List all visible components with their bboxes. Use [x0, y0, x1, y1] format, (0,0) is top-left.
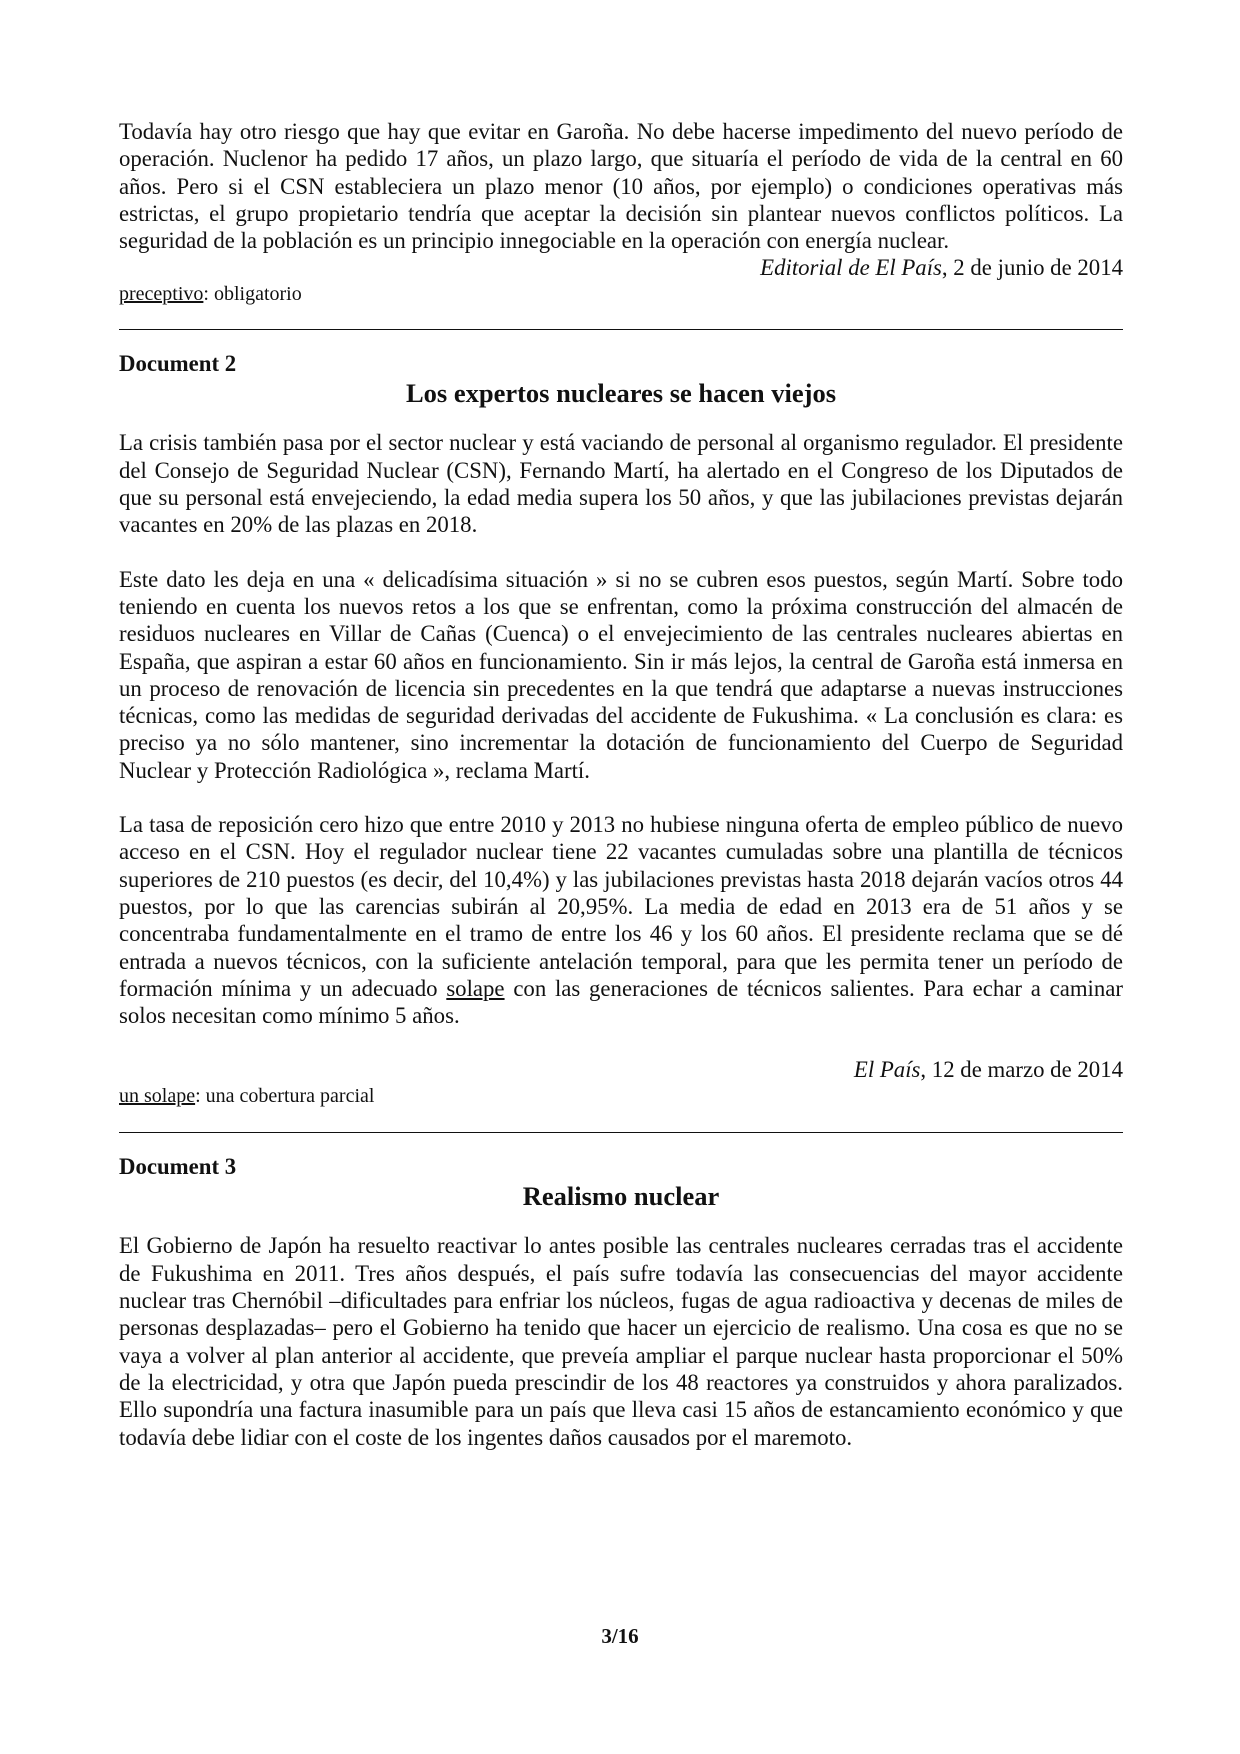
doc1-gloss-term: preceptivo	[119, 283, 204, 306]
doc2-gloss-term: un solape	[119, 1085, 196, 1108]
doc2-title: Los expertos nucleares se hacen viejos	[405, 378, 837, 409]
doc2-paragraph-1: La crisis también pasa por el sector nuclear y está vaciando de personal al organismo regulador. El presidente del Consejo de Seguridad Nuclear (CSN), Fernando Martí, ha alertado en el Congreso de los Diputados de que su personal está envejeciendo, la edad media supera los 50 años, y que las jubilaciones previstas dejarán vacantes en 20% de las plazas en 2018.	[119, 430, 1123, 538]
page-content	[119, 118, 1123, 1451]
doc2-gloss	[119, 1083, 1123, 1110]
doc3-paragraph-1: El Gobierno de Japón ha resuelto reactivar lo antes posible las centrales nucleares cerradas tras el accidente de Fukushima en 2011. Tres años después, el país sufre todavía las consecuencias del mayor accidente nuclear tras Chernóbil –dificultades para enfriar los núcleos, fugas de agua radioactiva y decenas de miles de personas desplazadas– pero el Gobierno ha tenido que hacer un ejercicio de realismo. Una cosa es que no se vaya a volver al plan anterior al accidente, que preveía ampliar el parque nuclear hasta proporcionar el 50% de la electricidad, y otra que Japón pueda prescindir de los 48 reactores ya construidos y ahora paralizados. Ello supondría una factura inasumible para un país que lleva casi 15 años de estancamiento económico y que todavía debe lidiar con el coste de los ingentes daños causados por el maremoto.	[119, 1233, 1123, 1450]
document-3	[119, 1153, 1123, 1450]
doc2-label: Document 2	[119, 351, 237, 377]
doc2-source-date: , 12 de marzo de 2014	[920, 1057, 1123, 1083]
doc2-paragraph-2: Este dato les deja en una « delicadísima situación » si no se cubren esos puestos, según Martí. Sobre todo teniendo en cuenta los nuevos retos a los que se enfrentan, como la próxima construcción del almacén de residuos nucleares en Villar de Cañas (Cuenca) o el envejecimiento de las centrales nucleares abiertas en España, que aspiran a estar 60 años en funcionamiento. Sin ir más lejos, la central de Garoña está inmersa en un proceso de renovación de licencia sin precedentes en la que tendrá que adaptarse a nuevas instrucciones técnicas, como las medidas de seguridad derivadas del accidente de Fukushima. « La conclusión es clara: es preciso ya no sólo mantener, sino incrementar la dotación de funcionamiento del Cuerpo de Seguridad Nuclear y Protección Radiológica », reclama Martí.	[119, 566, 1123, 783]
section-divider-1	[119, 329, 1123, 330]
doc2-paragraph-3-start: La tasa de reposición cero hizo que entre 2010 y 2013 no hubiese ninguna oferta de empleo público de nuevo acceso en el CSN. Hoy el regulador nuclear tiene 22 vacantes cumuladas sobre una plantilla de técnicos superiores de 210 puestos (es decir, del 10,4%) y las jubilaciones previstas hasta 2018 dejarán vacíos otros 44 puestos, por lo que las carencias subirán al 20,95%. La media de edad en 2013 era de 51 años y se concentraba fundamentalmente en el tramo de entre los 46 y los 60 años. El presidente reclama que se dé entrada a nuevos técnicos, con la suficiente antelación temporal, para que les permita tener un período de formación mínima y un adecuado	[119, 812, 1123, 1001]
doc2-paragraph-3-term: solape	[446, 975, 505, 1001]
doc1-paragraph: Todavía hay otro riesgo que hay que evitar en Garoña. No debe hacerse impedimento del nuevo período de operación. Nuclenor ha pedido 17 años, un plazo largo, que situaría el período de vida de la central en 60 años. Pero si el CSN estableciera un plazo menor (10 años, por ejemplo) o condiciones operativas más estrictas, el grupo propietario tendría que aceptar la decisión sin plantear nuevos conflictos políticos. La seguridad de la población es un principio innegociable en la operación con energía nuclear.	[119, 119, 1123, 254]
doc2-paragraph-3-end: con las generaciones de técnicos salientes. Para echar a caminar solos necesitan como mínimo 5 años.	[119, 975, 1123, 1029]
doc2-source-publication: El País	[853, 1057, 921, 1083]
document-1-excerpt	[119, 118, 1123, 308]
doc1-source-date: , 2 de junio de 2014	[941, 255, 1123, 281]
doc2-paragraph-3	[119, 811, 1123, 1029]
doc1-source-publication: Editorial de El País	[760, 255, 942, 281]
doc1-source	[119, 254, 1123, 281]
page-number: 3/16	[601, 1624, 639, 1648]
doc1-gloss	[119, 281, 1123, 308]
doc2-source	[119, 1056, 1123, 1083]
doc3-title: Realismo nuclear	[522, 1181, 720, 1212]
document-2	[119, 350, 1123, 1110]
section-divider-2	[119, 1132, 1123, 1133]
doc2-gloss-definition: : una cobertura parcial	[195, 1085, 375, 1108]
doc3-label: Document 3	[119, 1154, 237, 1180]
doc1-gloss-definition: : obligatorio	[203, 283, 302, 306]
